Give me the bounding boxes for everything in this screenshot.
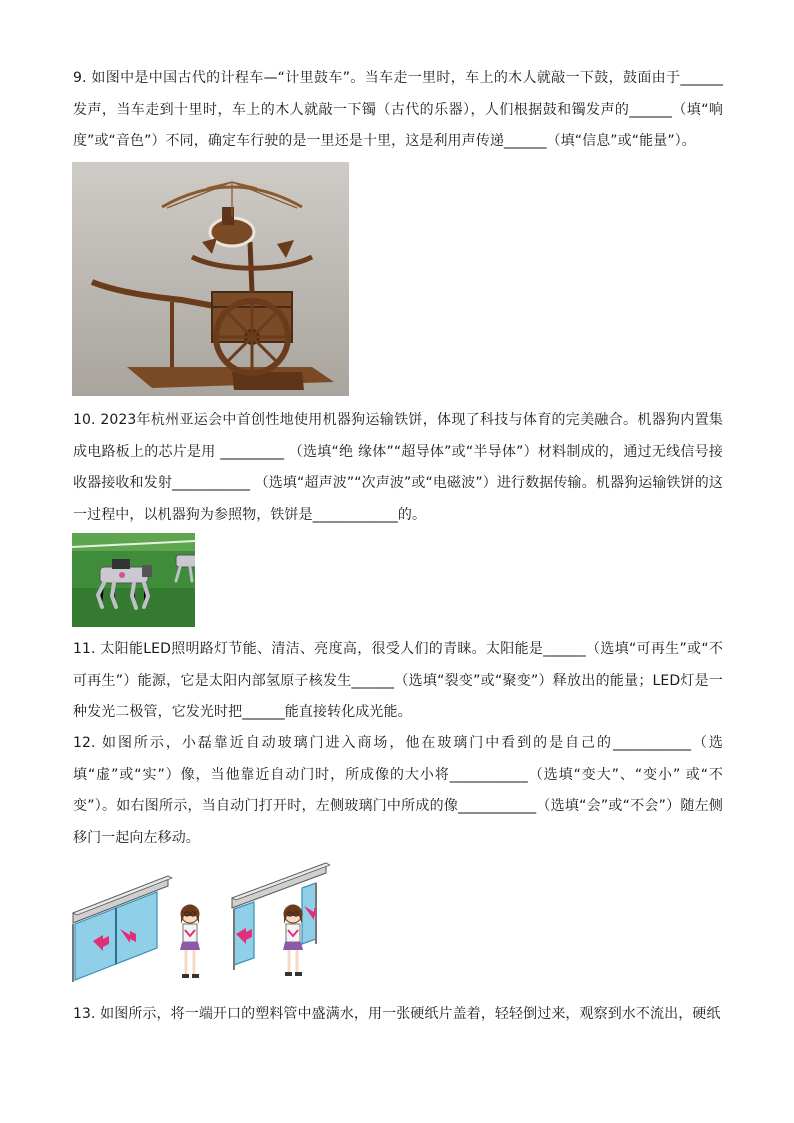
girl-figure-left — [180, 905, 200, 978]
question-9-text: 9. 如图中是中国古代的计程车—“计里鼓车”。当车走一里时，车上的木人就敲一下鼓，鼓面由于______发声，当车走到十里时，车上的木人就敲一下镯（古代的乐器），人们根据鼓和镯发声的______（填“响度”或“音色”）不同，确定车行驶的是一里还是十里，这是利用声传递______（填“信息”或“能量”）。 — [73, 70, 723, 149]
girl-figure-right — [283, 905, 303, 976]
question-12-text: 12. 如图所示，小磊靠近自动玻璃门进入商场，他在玻璃门中看到的是自己的___________（选填“虚”或“实”）像，当他靠近自动门时，所成像的大小将___________（选填“变大”、“变小” 或“不变”）。如右图所示，当自动门打开时，左侧玻璃门中所成的像___________（选填“会”或“不会”）随左侧移门一起向左移动。 — [73, 735, 723, 846]
automatic-door-figure — [70, 858, 330, 986]
robot-dog-image — [72, 533, 195, 627]
question-10-text: 10. 2023年杭州亚运会中首创性地使用机器狗运输铁饼，体现了科技与体育的完美融合。机器狗内置集成电路板上的芯片是用 _________ （选填“绝 缘体”“超导体”或“半导体”）材料制成的，通过无线信号接收器接收和发射___________ （选填“超声波”“次声波”或“电磁波”）进行数据传输。机器狗运输铁饼的这一过程中，以机器狗为参照物，铁饼是____________的。 — [73, 412, 723, 523]
question-13-text: 13. 如图所示，将一端开口的塑料管中盛满水，用一张硬纸片盖着，轻轻倒过来，观察到水不流出，硬纸 — [73, 1006, 721, 1022]
question-11-text: 11. 太阳能LED照明路灯节能、清洁、亮度高，很受人们的青睐。太阳能是______（选填“可再生”或“不可再生”）能源，它是太阳内部氢原子核发生______（选填“裂变”或“聚变”）释放出的能量；LED灯是一种发光二极管，它发光时把______能直接转化成光能。 — [73, 641, 723, 720]
drum-cart-image — [72, 162, 349, 396]
open-door-diagram — [232, 863, 330, 970]
closed-door-diagram — [73, 876, 172, 982]
